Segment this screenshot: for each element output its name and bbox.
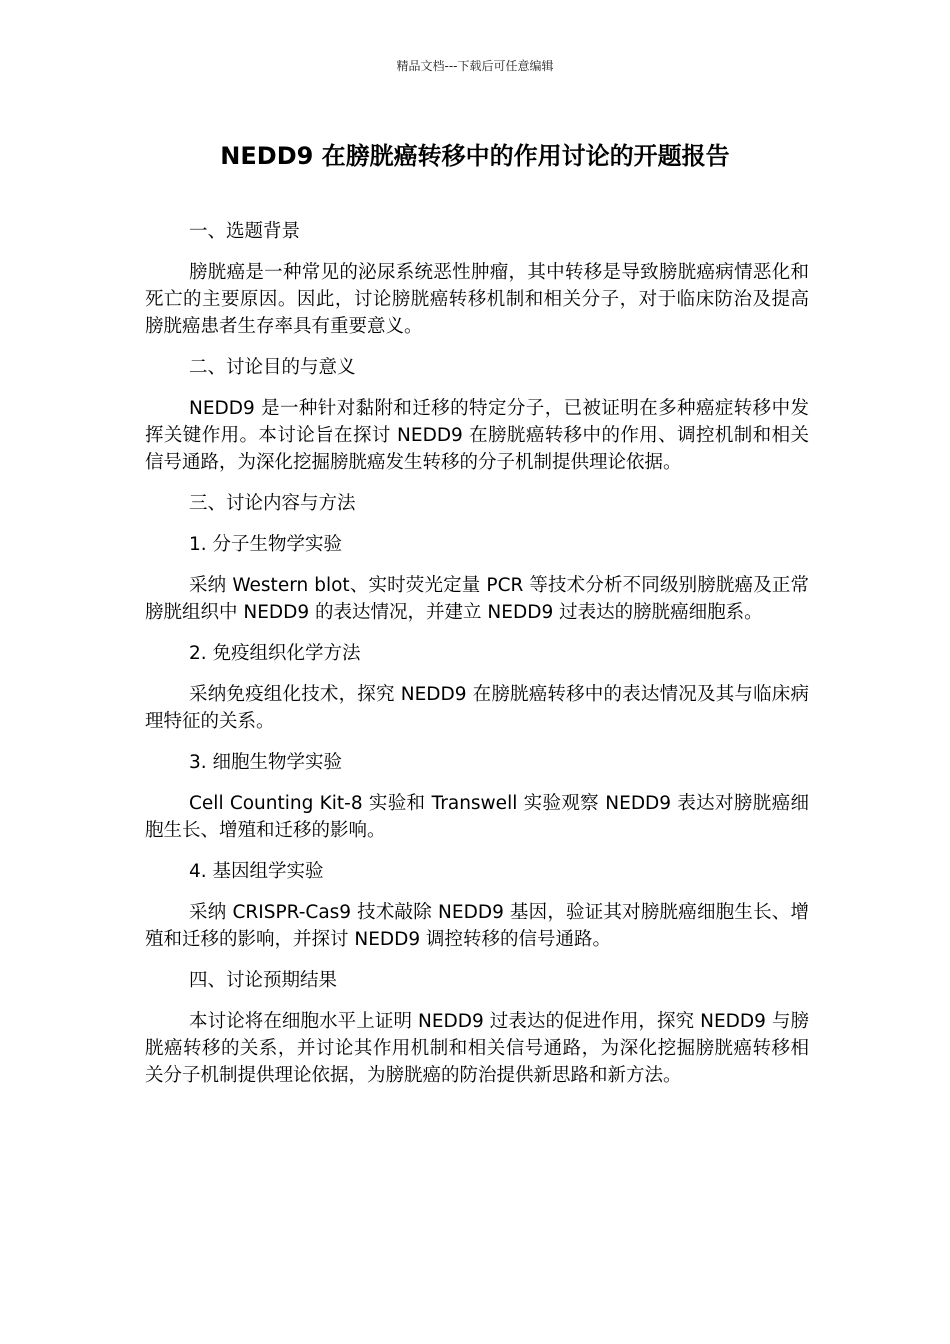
section-heading-content-methods: 三、讨论内容与方法 [189,493,356,514]
section-heading-purpose: 二、讨论目的与意义 [189,357,356,378]
section-heading-background: 一、选题背景 [189,221,301,242]
subheading-immunohistochemistry: 2. 免疫组织化学方法 [189,643,361,664]
paragraph-molecular-biology: 采纳 Western blot、实时荧光定量 PCR 等技术分析不同级别膀胱癌及正常膀胱组织中 NEDD9 的表达情况，并建立 NEDD9 过表达的膀胱癌细胞系。 [145,575,809,623]
paragraph-expected-results: 本讨论将在细胞水平上证明 NEDD9 过表达的促进作用，探究 NEDD9 与膀胱癌转移的关系，并讨论其作用机制和相关信号通路，为深化挖掘膀胱癌转移相关分子机制提供理论依据，为膀胱癌的防治提供新思路和新方法。 [145,1011,809,1086]
document-title: NEDD9 在膀胱癌转移中的作用讨论的开题报告 [220,142,730,170]
subheading-genomics: 4. 基因组学实验 [189,861,324,882]
paragraph-purpose: NEDD9 是一种针对黏附和迁移的特定分子，已被证明在多种癌症转移中发挥关键作用。本讨论旨在探讨 NEDD9 在膀胱癌转移中的作用、调控机制和相关信号通路，为深化挖掘膀胱癌发生转移的分子机制提供理论依据。 [145,398,809,473]
section-heading-expected-results: 四、讨论预期结果 [189,970,338,991]
subheading-molecular-biology: 1. 分子生物学实验 [189,534,343,555]
document-body [145,218,809,1103]
paragraph-immunohistochemistry: 采纳免疫组化技术，探究 NEDD9 在膀胱癌转移中的表达情况及其与临床病理特征的关系。 [145,684,809,732]
paragraph-cell-biology: Cell Counting Kit-8 实验和 Transwell 实验观察 NEDD9 表达对膀胱癌细胞生长、增殖和迁移的影响。 [145,793,809,841]
paragraph-background: 膀胱癌是一种常见的泌尿系统恶性肿瘤，其中转移是导致膀胱癌病情恶化和死亡的主要原因。因此，讨论膀胱癌转移机制和相关分子，对于临床防治及提高膀胱癌患者生存率具有重要意义。 [145,262,809,337]
paragraph-genomics: 采纳 CRISPR-Cas9 技术敲除 NEDD9 基因，验证其对膀胱癌细胞生长、增殖和迁移的影响，并探讨 NEDD9 调控转移的信号通路。 [145,902,809,950]
subheading-cell-biology: 3. 细胞生物学实验 [189,752,343,773]
page-header: 精品文档---下载后可任意编辑 [396,59,554,73]
